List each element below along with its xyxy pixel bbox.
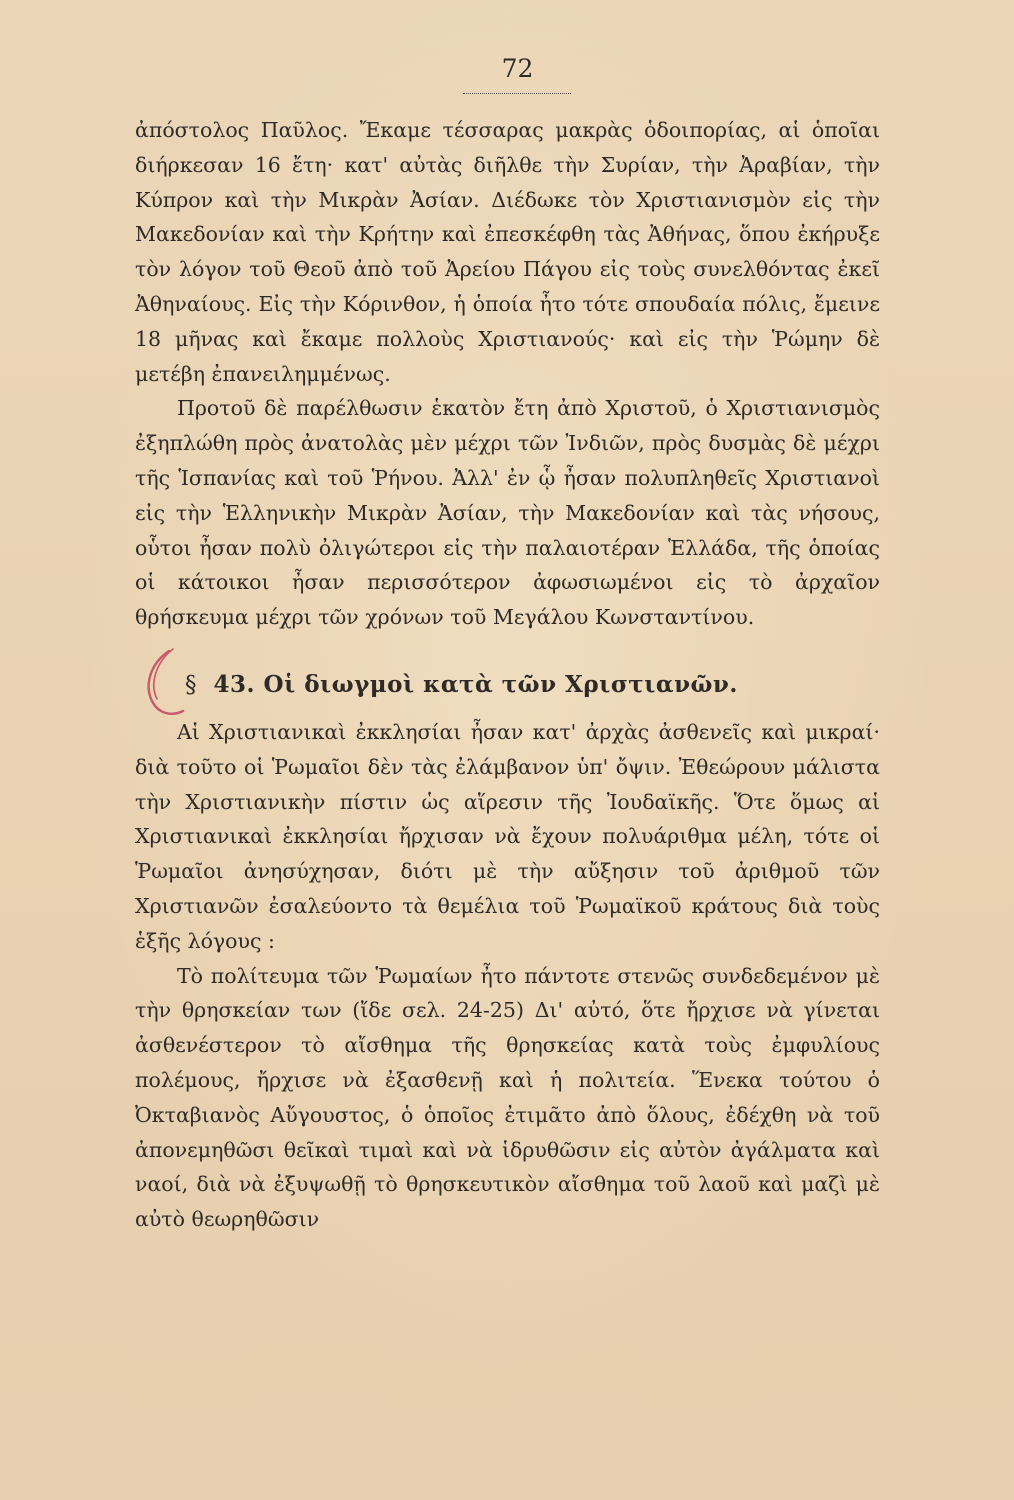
section-number: 43. bbox=[213, 670, 256, 698]
section-symbol: § bbox=[185, 671, 197, 698]
section-heading bbox=[135, 667, 880, 703]
paragraph-early-churches: Αἱ Χριστιανικαὶ ἐκκλησίαι ἦσαν κατ' ἀρχὰς ἀσθενεῖς καὶ μικραί· διὰ τοῦτο οἱ Ῥωμαῖοι δὲν τὰς ἐλάμβανον ὑπ' ὄψιν. Ἐθεώρουν μάλιστα τὴν Χριστιανικὴν πίστιν ὡς αἵρεσιν τῆς Ἰουδαϊκῆς. Ὅτε ὅμως αἱ Χριστιανικαὶ ἐκκλησίαι ἤρχισαν νὰ ἔχουν πολυάριθμα μέλη, τότε οἱ Ῥωμαῖοι ἀνησύχησαν, διότι μὲ τὴν αὔξησιν τοῦ ἀριθμοῦ τῶν Χριστιανῶν ἐσαλεύοντο τὰ θεμέλια τοῦ Ῥωμαϊκοῦ κράτους διὰ τοὺς ἑξῆς λόγους : bbox=[135, 719, 880, 953]
section-title: Οἱ διωγμοὶ κατὰ τῶν Χριστιανῶν. bbox=[263, 670, 738, 698]
paragraph-paul-journeys: ἀπόστολος Παῦλος. Ἔκαμε τέσσαρας μακρὰς ὁδοιπορίας, αἱ ὁποῖαι διήρκεσαν 16 ἔτη· κατ' αὐτὰς διῆλθε τὴν Συρίαν, τὴν Ἀραβίαν, τὴν Κύπρον καὶ τὴν Μικρὰν Ἀσίαν. Διέδωκε τὸν Χριστιανισμὸν εἰς τὴν Μακεδονίαν καὶ τὴν Κρήτην καὶ ἐπεσκέφθη τὰς Ἀθήνας, ὅπου ἐκήρυξε τὸν λόγον τοῦ Θεοῦ ἀπὸ τοῦ Ἀρείου Πάγου εἰς τοὺς συνελθόντας ἐκεῖ Ἀθηναίους. Εἰς τὴν Κόρινθον, ἡ ὁποία ἦτο τότε σπουδαία πόλις, ἔμεινε 18 μῆνας καὶ ἔκαμε πολλοὺς Χριστιανούς· καὶ εἰς τὴν Ῥώμην δὲ μετέβη ἐπανειλημμένως. bbox=[135, 118, 880, 386]
paragraph-roman-religion: Τὸ πολίτευμα τῶν Ῥωμαίων ἦτο πάντοτε στενῶς συνδεδεμένον μὲ τὴν θρησκείαν των (ἴδε σελ. 24-25) Δι' αὐτό, ὅτε ἤρχισε νὰ γίνεται ἀσθενέστερον τὸ αἴσθημα τῆς θρησκείας κατὰ τοὺς ἐμφυλίους πολέμους, ἤρχισε νὰ ἐξασθενῇ καὶ ἡ πολιτεία. Ἕνεκα τούτου ὁ Ὀκταβιανὸς Αὔγουστος, ὁ ὁποῖος ἐτιμᾶτο ἀπὸ ὅλους, ἐδέχθη νὰ τοῦ ἀπονεμηθῶσι θεῖκαὶ τιμαὶ καὶ νὰ ἱδρυθῶσιν εἰς αὐτὸν ἀγάλματα καὶ ναοί, διὰ νὰ ἐξυψωθῇ τὸ θρησκευτικὸν αἴσθημα τοῦ λαοῦ καὶ μαζὶ μὲ αὐτὸ θεωρηθῶσιν bbox=[135, 963, 880, 1232]
page-number: 72 bbox=[501, 54, 534, 83]
body-text bbox=[135, 113, 880, 1237]
page-number-rule bbox=[463, 93, 571, 94]
paragraph-spread-of-christianity: Προτοῦ δὲ παρέλθωσιν ἑκατὸν ἔτη ἀπὸ Χριστοῦ, ὁ Χριστιανισμὸς ἐξηπλώθη πρὸς ἀνατολὰς μὲν μέχρι τῶν Ἰνδιῶν, πρὸς δυσμὰς δὲ μέχρι τῆς Ἱσπανίας καὶ τοῦ Ῥήνου. Ἀλλ' ἐν ᾧ ἦσαν πολυπληθεῖς Χριστιανοὶ εἰς τὴν Ἑλληνικὴν Μικρὰν Ἀσίαν, τὴν Μακεδονίαν καὶ τὰς νήσους, οὗτοι ἦσαν πολὺ ὀλιγώτεροι εἰς τὴν παλαιοτέραν Ἑλλάδα, τῆς ὁποίας οἱ κάτοικοι ἦσαν περισσότερον ἀφωσιωμένοι εἰς τὸ ἀρχαῖον θρήσκευμα μέχρι τῶν χρόνων τοῦ Μεγάλου Κωνσταντίνου. bbox=[135, 396, 880, 630]
pencil-bracket-icon bbox=[139, 645, 187, 725]
